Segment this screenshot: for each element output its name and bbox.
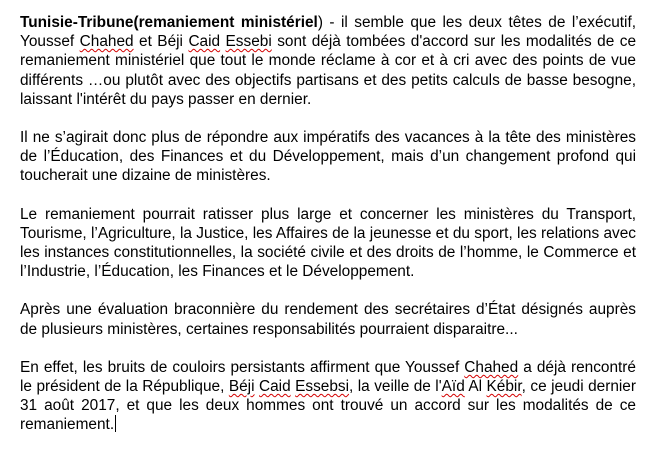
paragraph-2[interactable]: Il ne s’agirait donc plus de répondre aux impératifs des vacances à la tête des ministères de l’Éducation, des Finances et du Développement, mais d’un changement profond qui toucherait une dizaine de ministères.	[20, 129, 636, 185]
paragraph-1-text-d: sont déjà tombées d'accord sur les modalités de ce remaniement ministériel que tout le monde réclame à cor et à cri avec des points de vue différents …ou plutôt avec des objectifs partisans et des petits calculs de basse besogne, laissant l'intérêt du pays passer en dernier.	[20, 33, 636, 108]
misspelled-word[interactable]: Aïd	[441, 378, 465, 396]
paragraph-5-text-g: , ce jeudi dernier 31 août 2017, et que les deux hommes ont trouvé un accord sur les modalités de ce remaniement.	[20, 378, 636, 434]
text-cursor	[115, 415, 116, 432]
misspelled-word[interactable]: Essebsi	[295, 378, 350, 396]
misspelled-word[interactable]: Kébir	[486, 378, 522, 396]
document-body[interactable]	[20, 13, 636, 454]
paragraph-5-text-b: a déjà rencontré le président de la République,	[20, 358, 636, 396]
misspelled-word[interactable]: Chahed	[464, 358, 519, 376]
paragraph-5-text-e: , la veille de l'	[349, 378, 442, 396]
paragraph-5-text-f: Al	[464, 378, 487, 396]
paragraph-1[interactable]	[20, 13, 636, 109]
paragraph-4[interactable]: Après une évaluation braconnière du rendement des secrétaires d’État désignés auprès de plusieurs ministères, certaines responsabilités pourraient disparaitre...	[20, 301, 636, 338]
paragraph-3[interactable]: Le remaniement pourrait ratisser plus large et concerner les ministères du Transport, Tourisme, l’Agriculture, la Justice, les Affaires de la jeunesse et du sport, les relations avec les instances constitutionnelles, la société civile et des droits de l’homme, le Commerce et l’Industrie, l’Éducation, les Finances et le Développement.	[20, 205, 636, 281]
paragraph-5-text-a: En effet, les bruits de couloirs persistants affirment que Youssef	[20, 358, 465, 376]
source-name: Tunisie-Tribune	[20, 14, 134, 31]
paragraph-1-text-b: et Béji	[133, 33, 189, 51]
misspelled-word[interactable]: Caid	[188, 33, 221, 51]
misspelled-word[interactable]: Béji	[228, 378, 255, 396]
misspelled-word[interactable]: Chahed	[79, 33, 134, 51]
misspelled-word[interactable]: Caid	[259, 378, 291, 396]
misspelled-word[interactable]: Essebi	[225, 33, 272, 51]
paragraph-5[interactable]	[20, 358, 636, 435]
section-tag-close: )	[317, 14, 323, 31]
section-tag: (remaniement ministériel	[133, 14, 318, 31]
paragraph-1-text-a: - il semble que les deux têtes de l’exécutif, Youssef	[20, 14, 636, 51]
